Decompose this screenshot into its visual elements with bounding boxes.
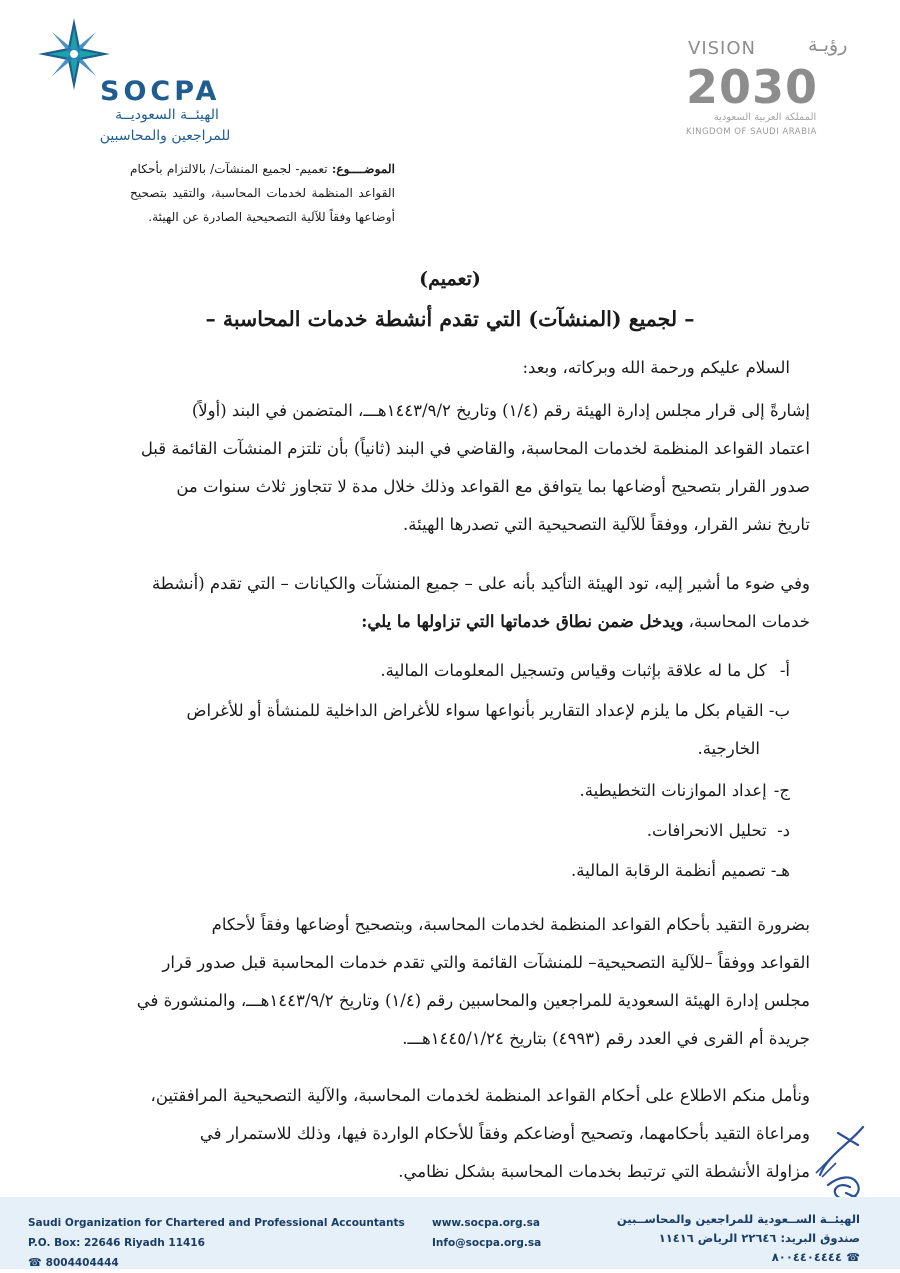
list-item-label: أ- — [779, 661, 790, 680]
footer-email-link[interactable]: Info@socpa.org.sa — [432, 1237, 542, 1249]
footer-website-link[interactable]: www.socpa.org.sa — [432, 1217, 540, 1229]
list-item-text: القيام بكل ما يلزم لإعداد التقارير بأنواعها سواء للأغراض الداخلية للمنشأة أو للأغراض — [186, 701, 764, 720]
circular-subtitle: – لجميع (المنشآت) التي تقدم أنشطة خدمات المحاسبة – — [205, 307, 695, 331]
paragraph-2-line-2 — [90, 603, 810, 641]
list-item — [60, 812, 790, 850]
paragraph-2-bold: ويدخل ضمن نطاق خدماتها التي تزاولها ما يلي: — [361, 612, 684, 631]
paragraph-1-line: تاريخ نشر القرار، ووفقاً للآلية التصحيحية التي تصدرها الهيئة. — [403, 515, 810, 534]
list-item — [60, 852, 790, 890]
paragraph-2-line: وفي ضوء ما أشير إليه، تود الهيئة التأكيد بأنه على – جميع المنشآت والكيانات – التي تقدم (أنشطة — [151, 574, 810, 593]
vision-kingdom-english: KINGDOM OF SAUDI ARABIA — [686, 127, 817, 137]
vision-label: VISION — [688, 38, 756, 59]
vision-label-arabic: رؤيـة — [808, 34, 848, 56]
list-item-text: تحليل الانحرافات. — [646, 821, 767, 840]
circular-title: (تعميم) — [419, 268, 481, 290]
paragraph-4-line: ونأمل منكم الاطلاع على أحكام القواعد المنظمة لخدمات المحاسبة، والآلية التصحيحية المرافقتين، — [150, 1086, 810, 1105]
paragraph-1-line: اعتماد القواعد المنظمة لخدمات المحاسبة، والقاضي في البند (ثانياً) بأن تلتزم المنشآت القائمة قبل — [140, 439, 810, 458]
paragraph-2-normal: خدمات المحاسبة، — [683, 612, 810, 631]
list-item-label: د- — [777, 821, 790, 840]
list-item-text: إعداد الموازنات التخطيطية. — [579, 781, 767, 800]
footer-phone-number-ar: ٨٠٠٤٤٠٤٤٤٤ — [771, 1250, 842, 1264]
greeting — [90, 349, 810, 387]
list-item-text: كل ما له علاقة بإثبات وقياس وتسجيل المعلومات المالية. — [380, 661, 767, 680]
socpa-arabic-name-1: الهيئــة السعوديــة — [115, 107, 219, 123]
footer-phone-en — [28, 1253, 405, 1273]
subject-text: تعميم- لجميع المنشآت/ بالالتزام بأحكام القواعد المنظمة لخدمات المحاسبة، والتقيد بتصحيح أوضاعها وفقاً للآلية التصحيحية الصادرة عن الهيئة. — [130, 162, 395, 224]
paragraph-3-line: القواعد ووفقاً –للآلية التصحيحية– للمنشآت القائمة والتي تقدم خدمات المحاسبة قبل صدور قرار — [162, 953, 810, 972]
paragraph-4-line: ومراعاة التقيد بأحكامهما، وتصحيح أوضاعكم وفقاً للأحكام الواردة فيها، وذلك للاستمرار في — [199, 1124, 810, 1143]
vision-year: 2030 — [686, 60, 819, 114]
footer-pobox-ar: صندوق البريد: ٢٢٦٤٦ الرياض ١١٤١٦ — [658, 1231, 860, 1245]
list-item-text-cont: الخارجية. — [697, 739, 760, 758]
footer-org-en: Saudi Organization for Chartered and Professional Accountants — [28, 1217, 405, 1229]
paragraph-4 — [90, 1077, 810, 1191]
footer-org-ar: الهيئــة الســعودية للمراجعين والمحاســبين — [616, 1212, 860, 1226]
footer-phone-ar — [617, 1248, 860, 1267]
vision-2030-logo — [680, 34, 860, 144]
socpa-arabic-name-2: للمراجعين والمحاسبين — [99, 128, 231, 144]
list-item-label: هـ- — [770, 861, 790, 880]
socpa-logo — [34, 14, 254, 144]
footer-phone-number: 8004404444 — [45, 1257, 119, 1269]
paragraph-3 — [90, 906, 810, 1058]
paragraph-3-line: بضرورة التقيد بأحكام القواعد المنظمة لخدمات المحاسبة، وبتصحيح أوضاعها وفقاً لأحكام — [211, 915, 810, 934]
phone-icon: ☎ — [846, 1251, 860, 1264]
footer-pobox-en: P.O. Box: 22646 Riyadh 11416 — [28, 1237, 205, 1249]
footer-english-contact — [28, 1213, 405, 1273]
paragraph-1-line: إشارةً إلى قرار مجلس إدارة الهيئة رقم (١/٤) وتاريخ ١٤٤٣/٩/٢هـــ، المتضمن في البند (أولاً) — [191, 401, 810, 420]
paragraph-3-line: مجلس إدارة الهيئة السعودية للمراجعين والمحاسبين رقم (١/٤) وتاريخ ١٤٤٣/٩/٢هـــ، والمنشورة في — [136, 991, 810, 1010]
list-item-text: تصميم أنظمة الرقابة المالية. — [571, 861, 766, 880]
footer — [0, 1197, 900, 1269]
list-item — [78, 692, 790, 768]
phone-icon: ☎ — [28, 1256, 42, 1269]
list-item-label: ب- — [768, 701, 790, 720]
paragraph-4-line: مزاولة الأنشطة التي ترتبط بخدمات المحاسبة بشكل نظامي. — [398, 1162, 810, 1181]
socpa-wordmark: SOCPA — [100, 76, 221, 107]
footer-arabic-contact — [617, 1210, 860, 1267]
list-item-label: ج- — [773, 781, 790, 800]
paragraph-3-line: جريدة أم القرى في العدد رقم (٤٩٩٣) بتاريخ ١٤٤٥/١/٢٤هـــ. — [402, 1029, 810, 1048]
paragraph-1-line: صدور القرار بتصحيح أوضاعها بما يتوافق مع القواعد وذلك خلال مدة لا تتجاوز ثلاث سنوات من — [176, 477, 810, 496]
subject-label: الموضــــوع: — [331, 162, 396, 176]
paragraph-2 — [90, 565, 810, 641]
list-item — [60, 772, 790, 810]
vision-kingdom-arabic: المملكة العربية السعودية — [713, 112, 817, 123]
footer-web-contact — [432, 1213, 541, 1253]
subject-block — [130, 157, 395, 229]
paragraph-1 — [90, 392, 810, 544]
list-item — [60, 652, 790, 690]
greeting-text: السلام عليكم ورحمة الله وبركاته، وبعد: — [522, 358, 790, 377]
